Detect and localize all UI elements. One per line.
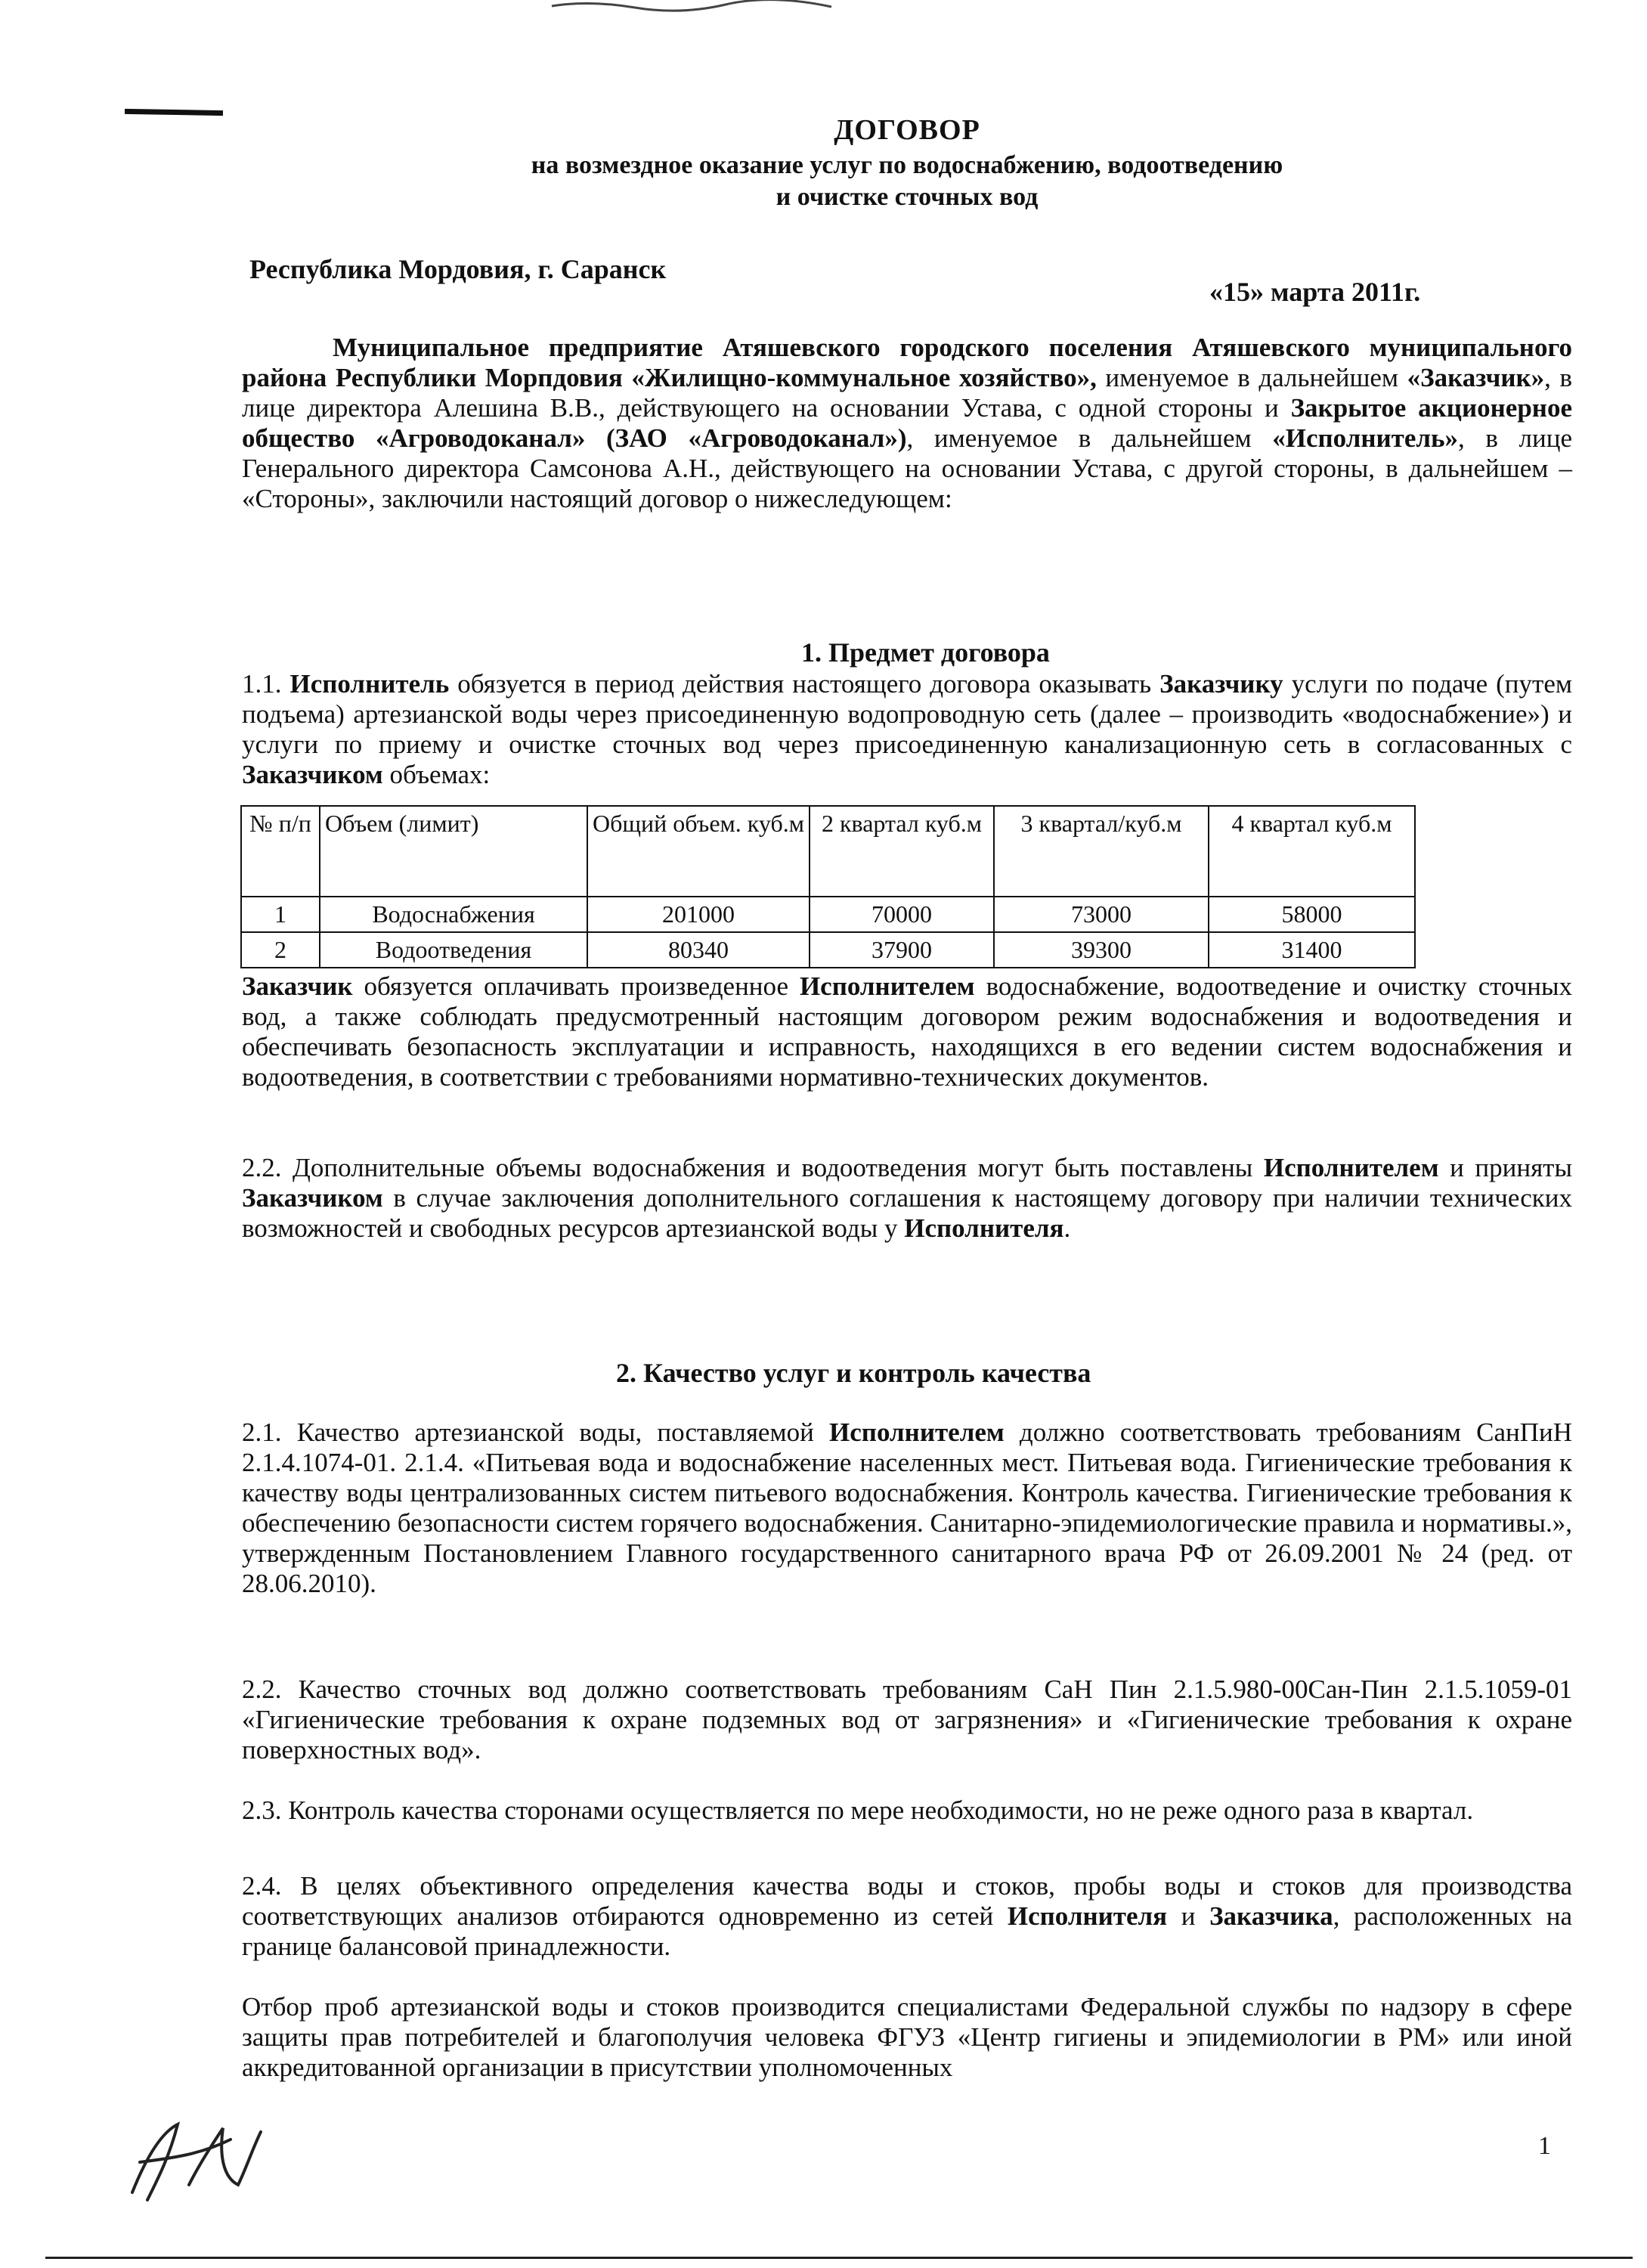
clause-1-1	[242, 669, 1572, 790]
sampling-paragraph: Отбор проб артезианской воды и стоков производится специалистами Федеральной службы по надзору в сфере защиты прав потребителей и благополучия человека ФГУЗ «Центр гигиены и эпидемиологии в РМ» или иной аккредитованной организации в присутствии уполномоченных	[242, 1992, 1572, 2082]
clause-text: и приняты	[1438, 1153, 1572, 1182]
table-cell: 201000	[587, 897, 810, 932]
preamble-paragraph	[242, 333, 1572, 514]
clause-bold: Исполнитель	[289, 669, 450, 699]
section2-heading: 2. Качество услуг и контроль качества	[616, 1358, 1091, 1388]
clause-bold: Заказчиком	[242, 760, 383, 789]
clause-bold: Исполнителем	[1263, 1153, 1439, 1182]
clause-bold: Исполнителем	[829, 1418, 1005, 1447]
clause-text: обязуется оплачивать произведенное	[352, 971, 800, 1001]
bottom-scan-line	[45, 2257, 1633, 2259]
preamble-text: , в лице Генерального директора Самсонова А.Н., действующего на основании Устава, с другой стороны, в дальнейшем – «Стороны», заключили настоящий договор о нижеследующем:	[242, 423, 1572, 513]
clause-bold: Заказчиком	[242, 1183, 383, 1213]
table-header-cell: 4 квартал куб.м	[1209, 806, 1415, 897]
clause-bold: Заказчика	[1209, 1901, 1333, 1931]
document-subtitle-line2: и очистке сточных вод	[776, 183, 1039, 211]
clause-2-2: 2.2. Качество сточных вод должно соответствовать требованиям СаН Пин 2.1.5.980-00Сан-Пин 2.1.5.1059-01 «Гигиенические требования к охране подземных вод от загрязнения» и «Гигиенические требования к охране поверхностных вод».	[242, 1675, 1572, 1765]
document-title: ДОГОВОР	[834, 114, 980, 146]
document-subtitle-line1: на возмездное оказание услуг по водоснабжению, водоотведению	[531, 151, 1283, 179]
table-cell: 1	[241, 897, 320, 932]
table-cell: 31400	[1209, 932, 1415, 968]
clause-text: и	[1167, 1901, 1210, 1931]
preamble-text: , именуемое в дальнейшем	[906, 423, 1273, 453]
table-header-cell: Общий объем. куб.м	[587, 806, 810, 897]
volume-table	[240, 805, 1416, 968]
page-number: 1	[1538, 2132, 1551, 2160]
clause-2-2-additional	[242, 1153, 1572, 1244]
clause-text: в случае заключения дополнительного соглашения к настоящему договору при наличии технических возможностей и свободных ресурсов артезианской воды у	[242, 1183, 1572, 1243]
clause-text: обязуется в период действия настоящего договора оказывать	[449, 669, 1160, 699]
clause-number: 1.1.	[242, 669, 290, 699]
table-header-cell: 2 квартал куб.м	[810, 806, 994, 897]
place-of-signing: Республика Мордовия, г. Саранск	[249, 254, 667, 284]
clause-text: , расположенных на границе балансовой принадлежности.	[242, 1901, 1573, 1961]
table-header-cell: 3 квартал/куб.м	[994, 806, 1209, 897]
clause-text: объемах:	[382, 760, 491, 789]
table-row	[241, 932, 1415, 968]
preamble-customer-label: «Заказчик»	[1407, 363, 1545, 392]
table-cell: 80340	[587, 932, 810, 968]
clause-text: 2.4. В целях объективного определения качества воды и стоков, пробы воды и стоков для производства соответствующих анализов отбираются одновременно из сетей	[242, 1871, 1572, 1931]
clause-bold: Исполнителем	[799, 971, 975, 1001]
customer-obligations-paragraph	[242, 971, 1572, 1092]
clause-bold: Заказчику	[1159, 669, 1283, 699]
table-header-row	[241, 806, 1415, 897]
clause-bold: Исполнителя	[1007, 1901, 1168, 1931]
preamble-text: , в лице директора Алешина В.В., действующего на основании Устава, с одной стороны и	[242, 363, 1572, 423]
clause-text: .	[1063, 1213, 1071, 1243]
top-edge-scribble	[544, 0, 847, 12]
table-cell: 37900	[810, 932, 994, 968]
clause-text: услуги по подаче (путем подъема) артезианской воды через присоединенную водопроводную сеть (далее – производить «водоснабжение») и услуги по приему и очистке сточных вод через присоединенную канализационную сеть в согласованных с	[242, 669, 1572, 759]
table-cell: 58000	[1209, 897, 1415, 932]
table-cell: Водоснабжения	[320, 897, 587, 932]
preamble-text: именуемое в дальнейшем	[1096, 363, 1407, 392]
clause-text: должно соответствовать требованиям СанПиН 2.1.4.1074-01. 2.1.4. «Питьевая вода и водоснабжение населенных мест. Питьевая вода. Гигиенические требования к качеству воды централизованных систем питьевого водоснабжения. Контроль качества. Гигиенические требования к обеспечению безопасности систем горячего водоснабжения. Санитарно-эпидемиологические правила и нормативы.», утвержденным Постановлением Главного государственного санитарного врача РФ от 26.09.2001 № 24 (ред. от 28.06.2010).	[242, 1418, 1572, 1598]
clause-text: 2.2. Дополнительные объемы водоснабжения и водоотведения могут быть поставлены	[242, 1153, 1264, 1182]
clause-bold: Исполнителя	[904, 1213, 1064, 1243]
preamble-contractor-name: Закрытое акционерное общество «Агроводоканал» (ЗАО «Агроводоканал»)	[242, 393, 1573, 453]
clause-bold: Заказчик	[242, 971, 353, 1001]
table-cell: 73000	[994, 897, 1209, 932]
table-cell: Водоотведения	[320, 932, 587, 968]
table-cell: 70000	[810, 897, 994, 932]
contract-date: «15» марта 2011г.	[1209, 277, 1421, 307]
table-cell: 39300	[994, 932, 1209, 968]
table-header-cell: Объем (лимит)	[320, 806, 587, 897]
preamble-contractor-label: «Исполнитель»	[1272, 423, 1459, 453]
clause-text: водоснабжение, водоотведение и очистку сточных вод, а также соблюдать предусмотренный настоящим договором режим водоснабжения и водоотведения и обеспечивать безопасность эксплуатации и исправность, находящихся в его ведении систем водоснабжения и водоотведения, в соответствии с требованиями нормативно-технических документов.	[242, 971, 1573, 1092]
clause-text: 2.1. Качество артезианской воды, поставляемой	[242, 1418, 830, 1447]
clause-2-3: 2.3. Контроль качества сторонами осуществляется по мере необходимости, но не реже одного раза в квартал.	[242, 1796, 1474, 1825]
table-cell: 2	[241, 932, 320, 968]
margin-mark	[125, 109, 223, 116]
clause-2-1	[242, 1418, 1572, 1599]
table-row	[241, 897, 1415, 932]
table-header-cell: № п/п	[241, 806, 320, 897]
document-title-block	[227, 113, 1587, 213]
section1-heading: 1. Предмет договора	[801, 637, 1050, 668]
clause-2-4	[242, 1871, 1572, 1962]
handwritten-signature	[117, 2109, 268, 2208]
preamble-customer-name: Муниципальное предприятие Атяшевского городского поселения Атяшевского муниципального района Республики Морпдовия «Жилищно-коммунальное хозяйство»,	[242, 333, 1572, 392]
